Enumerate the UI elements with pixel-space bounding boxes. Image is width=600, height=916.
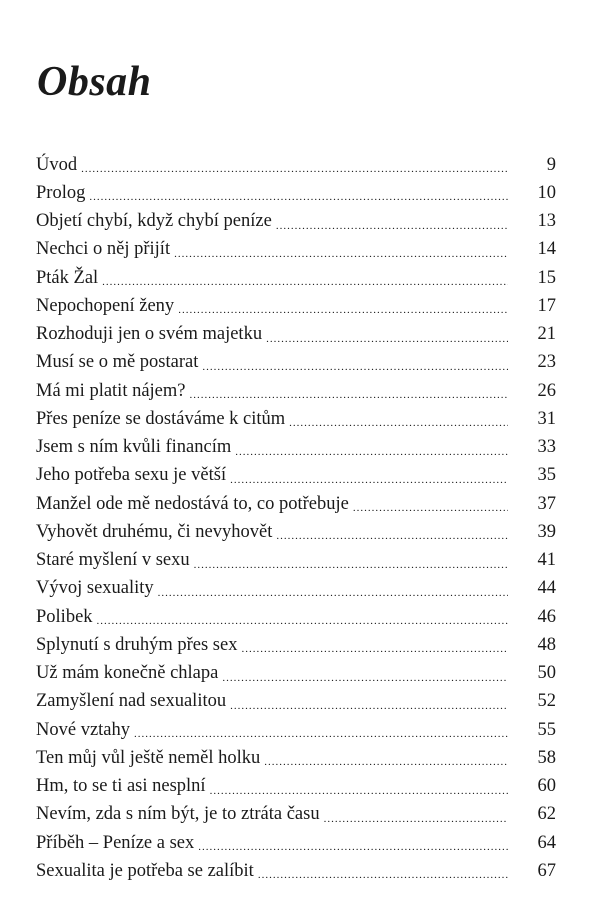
toc-entry-page: 39: [537, 521, 556, 542]
toc-entry-title: Úvod: [36, 154, 78, 175]
toc-entry: [36, 405, 556, 433]
toc-entry-page: 37: [537, 493, 556, 514]
toc-entry-title: Manžel ode mě nedostává to, co potřebuje: [36, 493, 349, 514]
toc-entry: [36, 321, 556, 349]
table-of-contents: [36, 151, 556, 886]
toc-entry: [36, 857, 556, 885]
toc-entry-title: Sexualita je potřeba se zalíbit: [36, 860, 254, 881]
toc-entry-page: 14: [537, 239, 556, 260]
dot-leader: [289, 409, 508, 429]
dot-leader: [241, 635, 508, 655]
dot-leader: [266, 325, 508, 345]
toc-entry-page: 48: [537, 634, 556, 655]
toc-entry: [36, 462, 556, 490]
toc-entry: [36, 292, 556, 320]
toc-entry-page: 62: [537, 804, 556, 825]
toc-entry: [36, 829, 556, 857]
toc-entry-page: 41: [537, 550, 556, 571]
dot-leader: [264, 748, 508, 768]
toc-entry-title: Příběh – Peníze a sex: [36, 832, 195, 853]
toc-entry-page: 26: [537, 380, 556, 401]
toc-entry: [36, 603, 556, 631]
toc-entry: [36, 208, 556, 236]
toc-entry-page: 55: [537, 719, 556, 740]
dot-leader: [134, 720, 508, 740]
toc-entry-title: Splynutí s druhým přes sex: [36, 634, 238, 655]
dot-leader: [353, 494, 508, 514]
toc-entry: [36, 660, 556, 688]
toc-entry-title: Rozhoduji jen o svém majetku: [36, 324, 263, 345]
toc-entry-page: 17: [537, 295, 556, 316]
toc-entry-page: 35: [537, 465, 556, 486]
toc-entry-page: 9: [546, 154, 556, 175]
toc-entry-title: Nevím, zda s ním být, je to ztráta času: [36, 804, 320, 825]
toc-entry: [36, 151, 556, 179]
toc-entry-title: Jsem s ním kvůli financím: [36, 437, 232, 458]
dot-leader: [222, 664, 508, 684]
dot-leader: [276, 522, 508, 542]
toc-entry-title: Nové vztahy: [36, 719, 131, 740]
toc-entry: [36, 547, 556, 575]
toc-entry-title: Staré myšlení v sexu: [36, 550, 190, 571]
toc-entry: [36, 801, 556, 829]
toc-entry-page: 44: [537, 578, 556, 599]
toc-entry-title: Vyhovět druhému, či nevyhovět: [36, 521, 273, 542]
toc-entry-title: Musí se o mě postarat: [36, 352, 199, 373]
toc-entry-page: 21: [537, 324, 556, 345]
dot-leader: [190, 381, 509, 401]
dot-leader: [235, 438, 508, 458]
toc-entry-page: 50: [537, 663, 556, 684]
dot-leader: [210, 777, 508, 797]
toc-entry: [36, 773, 556, 801]
toc-entry-page: 31: [537, 408, 556, 429]
toc-entry: [36, 575, 556, 603]
toc-entry-title: Má mi platit nájem?: [36, 380, 186, 401]
toc-entry: [36, 377, 556, 405]
toc-entry: [36, 744, 556, 772]
toc-entry: [36, 264, 556, 292]
toc-entry-title: Nepochopení ženy: [36, 295, 175, 316]
dot-leader: [178, 296, 508, 316]
toc-entry-title: Prolog: [36, 182, 86, 203]
toc-entry: [36, 490, 556, 518]
dot-leader: [97, 607, 508, 627]
dot-leader: [230, 692, 508, 712]
toc-entry-page: 13: [537, 211, 556, 232]
toc-entry: [36, 349, 556, 377]
dot-leader: [194, 551, 508, 571]
toc-entry: [36, 631, 556, 659]
toc-entry-title: Objetí chybí, když chybí peníze: [36, 211, 272, 232]
toc-entry-title: Polibek: [36, 606, 93, 627]
toc-entry-title: Ten můj vůl ještě neměl holku: [36, 747, 261, 768]
toc-entry-title: Jeho potřeba sexu je větší: [36, 465, 227, 486]
dot-leader: [81, 155, 508, 175]
toc-entry-page: 58: [537, 747, 556, 768]
dot-leader: [89, 183, 508, 203]
toc-entry: [36, 688, 556, 716]
dot-leader: [102, 268, 508, 288]
toc-entry-page: 46: [537, 606, 556, 627]
dot-leader: [202, 353, 508, 373]
toc-entry-page: 33: [537, 437, 556, 458]
toc-entry-page: 15: [537, 267, 556, 288]
toc-entry-title: Vývoj sexuality: [36, 578, 154, 599]
dot-leader: [230, 466, 508, 486]
toc-entry-title: Přes peníze se dostáváme k citům: [36, 408, 286, 429]
toc-entry-title: Hm, to se ti asi nesplní: [36, 776, 206, 797]
page-title: Obsah: [37, 59, 152, 105]
dot-leader: [276, 212, 508, 232]
toc-entry: [36, 236, 556, 264]
dot-leader: [198, 833, 508, 853]
dot-leader: [258, 861, 508, 881]
toc-entry-page: 23: [537, 352, 556, 373]
toc-entry-page: 10: [537, 182, 556, 203]
toc-entry-title: Pták Žal: [36, 267, 99, 288]
toc-entry: [36, 716, 556, 744]
dot-leader: [158, 579, 508, 599]
toc-entry-page: 64: [537, 832, 556, 853]
toc-entry: [36, 434, 556, 462]
toc-entry-page: 60: [537, 776, 556, 797]
toc-entry-title: Zamyšlení nad sexualitou: [36, 691, 227, 712]
dot-leader: [174, 240, 508, 260]
toc-entry-page: 67: [537, 860, 556, 881]
toc-entry-page: 52: [537, 691, 556, 712]
toc-entry: [36, 179, 556, 207]
toc-entry-title: Nechci o něj přijít: [36, 239, 171, 260]
dot-leader: [324, 805, 508, 825]
toc-entry: [36, 518, 556, 546]
toc-entry-title: Už mám konečně chlapa: [36, 663, 219, 684]
